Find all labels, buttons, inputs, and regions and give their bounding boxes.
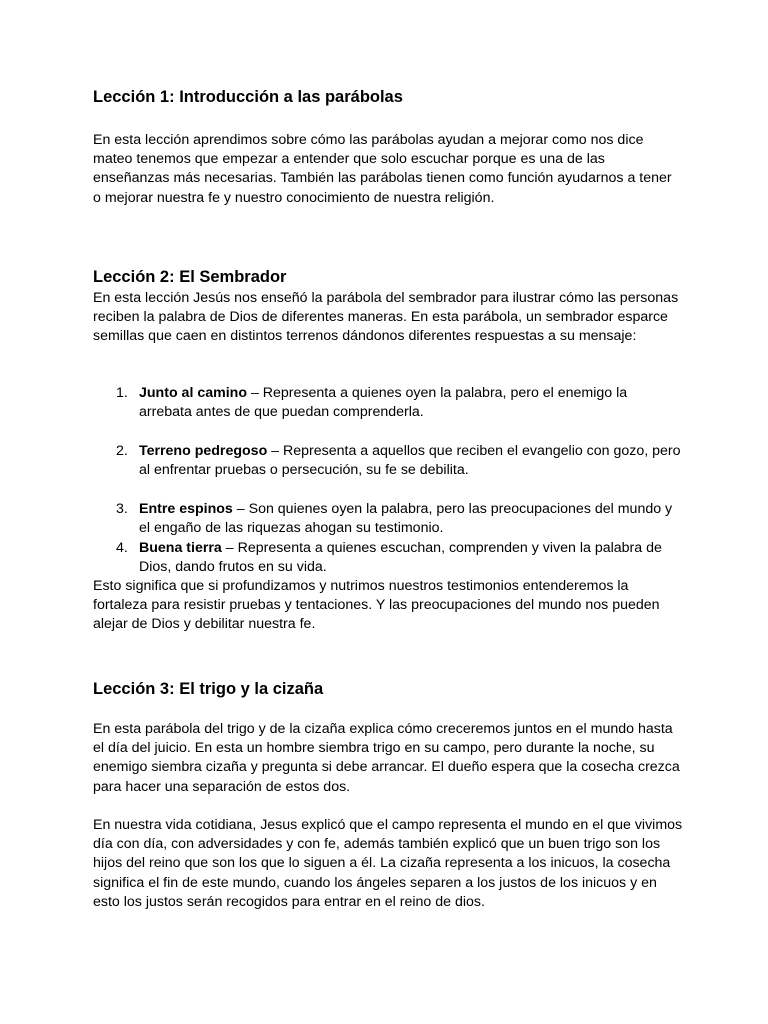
list-item-number: 4. <box>116 540 128 556</box>
lesson-2-intro: En esta lección Jesús nos enseñó la parábola del sembrador para ilustrar cómo las personas reciben la palabra de Dios de diferentes maneras. En esta parábola, un sembrador esparce semillas que caen en distintos terrenos dándonos diferentes respuestas a su mensaje: <box>93 290 679 345</box>
list-item-term: Buena tierra <box>139 540 222 556</box>
lesson-3-paragraph-1: En esta parábola del trigo y de la cizaña explica cómo creceremos juntos en el mundo hasta el día del juicio. En esta un hombre siembra trigo en su campo, pero durante la noche, su enemigo siembra cizaña y pregunta si debe arrancar. El dueño espera que la cosecha crezca para hacer una separación de estos dos. <box>93 721 680 795</box>
lesson-3-title: Lección 3: El trigo y la cizaña <box>93 680 324 698</box>
lesson-1-title: Lección 1: Introducción a las parábolas <box>93 88 403 106</box>
list-item-term: Junto al camino <box>139 385 247 401</box>
lesson-2-conclusion: Esto significa que si profundizamos y nutrimos nuestros testimonios entenderemos la fortaleza para resistir pruebas y tentaciones. Y las preocupaciones del mundo nos pueden alejar de Dios y debilitar nuestra fe. <box>93 578 660 633</box>
lesson-1-paragraph: En esta lección aprendimos sobre cómo las parábolas ayudan a mejorar como nos dice mateo tenemos que empezar a entender que solo escuchar porque es una de las enseñanzas más necesarias. También las parábolas tienen como función ayudarnos a tener o mejorar nuestra fe y nuestro conocimiento de nuestra religión. <box>93 132 672 206</box>
list-item-term: Terreno pedregoso <box>139 443 268 459</box>
lesson-2-title: Lección 2: El Sembrador <box>93 268 287 286</box>
list-item-number: 2. <box>116 443 128 459</box>
list-item <box>93 500 683 538</box>
list-item-text: – Representa a quienes oyen la palabra, pero el enemigo la arrebata antes de que puedan comprenderla. <box>139 385 628 421</box>
list-item-number: 3. <box>116 501 128 517</box>
lesson-3-paragraph-2: En nuestra vida cotidiana, Jesus explicó que el campo representa el mundo en el que vivimos día con día, con adversidades y con fe, además también explicó que un buen trigo son los hijos del reino que son los que lo siguen a él. La cizaña representa a los inicuos, la cosecha significa el fin de este mundo, cuando los ángeles separen a los justos de los inicuos y en esto los justos serán recogidos para entrar en el reino de dios. <box>93 817 683 910</box>
list-item-text: – Son quienes oyen la palabra, pero las preocupaciones del mundo y el engaño de las riquezas ahogan su testimonio. <box>139 501 673 537</box>
list-item-text: – Representa a aquellos que reciben el evangelio con gozo, pero al enfrentar pruebas o persecución, su fe se debilita. <box>139 443 681 479</box>
list-item <box>93 384 683 422</box>
list-item <box>93 539 683 577</box>
list-item-term: Entre espinos <box>139 501 233 517</box>
list-item-number: 1. <box>116 385 128 401</box>
list-item-text: – Representa a quienes escuchan, comprenden y viven la palabra de Dios, dando frutos en su vida. <box>139 540 662 576</box>
list-item <box>93 442 683 480</box>
